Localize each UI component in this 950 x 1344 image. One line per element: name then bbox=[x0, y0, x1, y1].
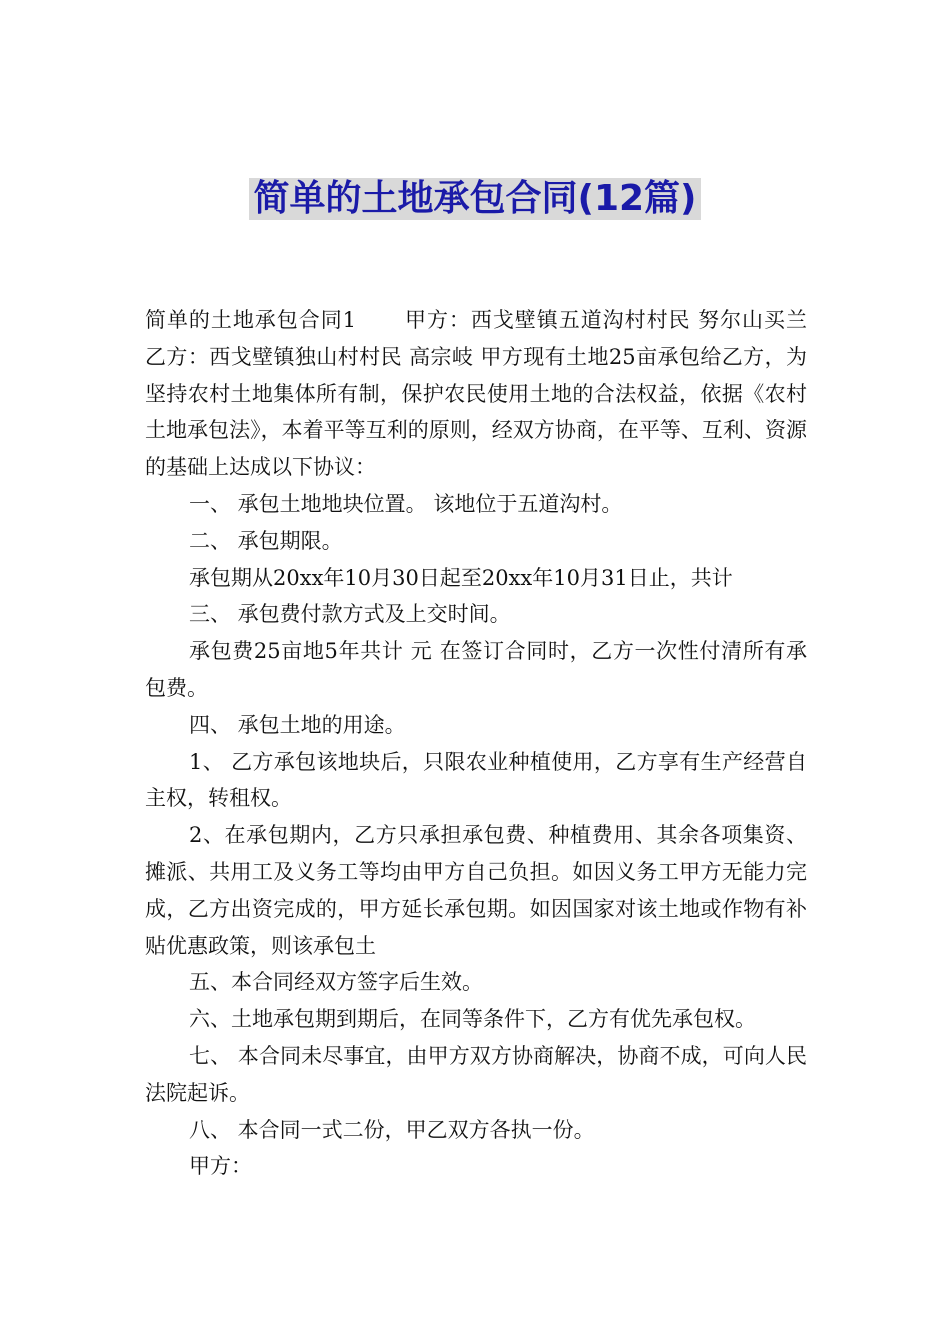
document-body bbox=[145, 302, 807, 1185]
paragraph-10: 六、土地承包期到期后，在同等条件下，乙方有优先承包权。 bbox=[189, 1007, 756, 1032]
paragraph-12: 八、 本合同一式二份，甲乙双方各执一份。 bbox=[189, 1117, 595, 1142]
title-container bbox=[0, 178, 950, 220]
paragraph-9: 五、本合同经双方签字后生效。 bbox=[189, 970, 483, 995]
paragraph-7: 1、 乙方承包该地块后，只限农业种植使用，乙方享有生产经营自主权，转租权。 bbox=[145, 749, 807, 811]
paragraph-2: 二、 承包期限。 bbox=[189, 528, 343, 553]
paragraph-11: 七、 本合同未尽事宜，由甲方双方协商解决，协商不成，可向人民法院起诉。 bbox=[145, 1043, 807, 1105]
paragraph-3: 承包期从20xx年10月30日起至20xx年10月31日止，共计 bbox=[189, 565, 733, 590]
paragraph-5: 承包费25亩地5年共计 元 在签订合同时，乙方一次性付清所有承包费。 bbox=[145, 639, 807, 700]
party-a-signature: 甲方： bbox=[189, 1154, 252, 1179]
paragraph-4: 三、 承包费付款方式及上交时间。 bbox=[189, 602, 511, 627]
paragraph-8: 2、在承包期内，乙方只承担承包费、种植费用、其余各项集资、摊派、共用工及义务工等均由甲方自己负担。如因义务工甲方无能力完成，乙方出资完成的，甲方延长承包期。如因国家对该土地或作物有补贴优惠政策，则该承包土 bbox=[145, 823, 807, 958]
document-title: 简单的土地承包合同(12篇) bbox=[249, 178, 700, 220]
intro-paragraph bbox=[145, 302, 807, 486]
paragraph-6: 四、 承包土地的用途。 bbox=[189, 712, 406, 737]
paragraph-1: 一、 承包土地地块位置。 该地位于五道沟村。 bbox=[189, 491, 623, 516]
intro-text: 甲方：西戈壁镇五道沟村村民 努尔山买兰 乙方：西戈壁镇独山村村民 高宗岐 甲方现有土地25亩承包给乙方，为坚持农村土地集体所有制，保护农民使用土地的合法权益，依据《农村土地承包法》，本着平等互利的原则，经双方协商，在平等、互利、资源的基础上达成以下协议： bbox=[145, 308, 807, 480]
intro-heading: 简单的土地承包合同1 bbox=[145, 308, 357, 332]
